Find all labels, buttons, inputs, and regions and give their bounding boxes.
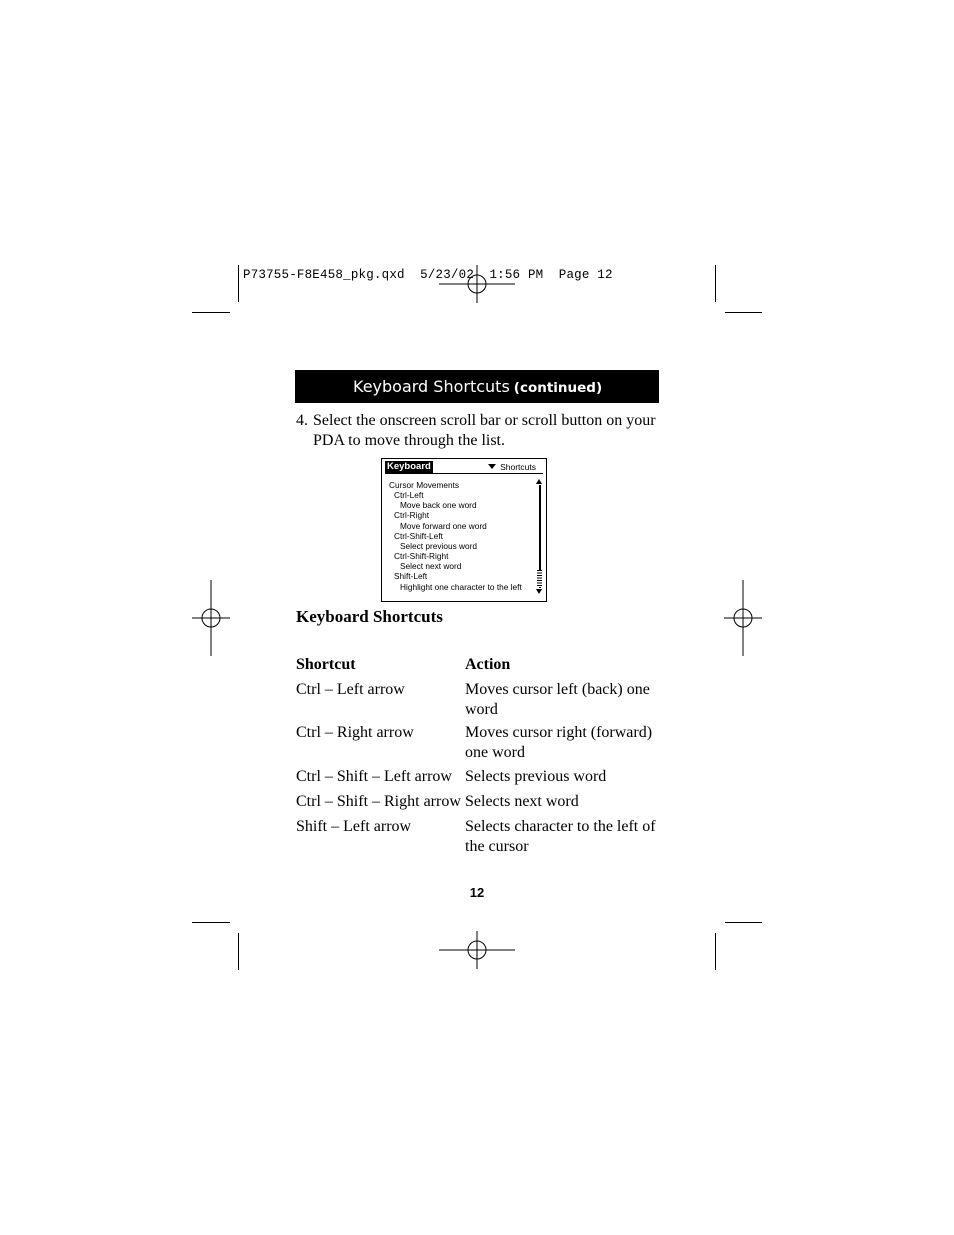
registration-mark-left	[192, 580, 230, 656]
action-cell: Selects next word	[465, 793, 579, 810]
registration-mark-bottom	[439, 931, 515, 969]
pda-list-item[interactable]: Ctrl-Shift-Right	[394, 551, 449, 562]
shortcut-cell: Ctrl – Shift – Left arrow	[296, 768, 452, 785]
banner-title: Keyboard Shortcuts	[353, 377, 510, 396]
action-cell: Selects previous word	[465, 768, 607, 785]
action-cell: Moves cursor left (back) one word	[465, 681, 650, 718]
pda-list-item[interactable]: Ctrl-Shift-Left	[394, 530, 443, 541]
registration-mark-right	[724, 580, 762, 656]
pda-list-item[interactable]: Shift-Left	[394, 571, 428, 582]
pda-list-item: Highlight one character to the left	[400, 581, 522, 592]
section-title: Keyboard Shortcuts	[296, 607, 443, 626]
pda-scrollbar[interactable]	[538, 479, 541, 594]
pda-list-item[interactable]: Ctrl-Right	[394, 510, 430, 521]
pda-list-item: Move forward one word	[400, 520, 487, 531]
shortcut-cell: Ctrl – Right arrow	[296, 724, 414, 741]
scroll-down-arrow-icon[interactable]	[536, 589, 542, 594]
column-header-shortcut: Shortcut	[296, 656, 356, 673]
action-cell: Selects character to the left of the cursor	[465, 818, 656, 855]
step-number: 4.	[296, 412, 308, 429]
print-slug: P73755-F8E458_pkg.qxd 5/23/02 1:56 PM Page 12	[243, 268, 613, 282]
step-text: Select the onscreen scroll bar or scroll button on your PDA to move through the list.	[313, 412, 656, 449]
banner-suffix: (continued)	[513, 380, 603, 396]
pda-list-item: Select next word	[400, 561, 462, 572]
scroll-up-arrow-icon[interactable]	[536, 479, 542, 484]
action-cell: Moves cursor right (forward) one word	[465, 724, 653, 761]
column-header-action: Action	[465, 656, 511, 673]
dropdown-triangle-icon	[488, 464, 496, 469]
pda-list-item[interactable]: Ctrl-Left	[394, 490, 424, 501]
pda-dropdown-label: Shortcuts	[500, 462, 536, 472]
pda-screenshot	[381, 458, 547, 602]
shortcut-cell: Ctrl – Left arrow	[296, 681, 405, 698]
pda-list-item: Move back one word	[400, 500, 477, 511]
scrollbar-thumb[interactable]	[537, 570, 542, 587]
shortcut-cell: Ctrl – Shift – Right arrow	[296, 793, 461, 810]
pda-list-item: Select previous word	[400, 540, 478, 551]
registration-mark-top	[439, 265, 515, 303]
section-banner	[295, 370, 659, 403]
instruction-step	[296, 411, 661, 450]
pda-list-item: Cursor Movements	[389, 480, 460, 490]
page-number: 12	[469, 885, 485, 900]
pda-category-dropdown[interactable]	[488, 462, 536, 473]
pda-app-title: Keyboard	[387, 461, 431, 472]
pda-shortcut-list	[389, 480, 522, 592]
pda-title-divider	[385, 473, 543, 474]
shortcut-cell: Shift – Left arrow	[296, 818, 412, 835]
